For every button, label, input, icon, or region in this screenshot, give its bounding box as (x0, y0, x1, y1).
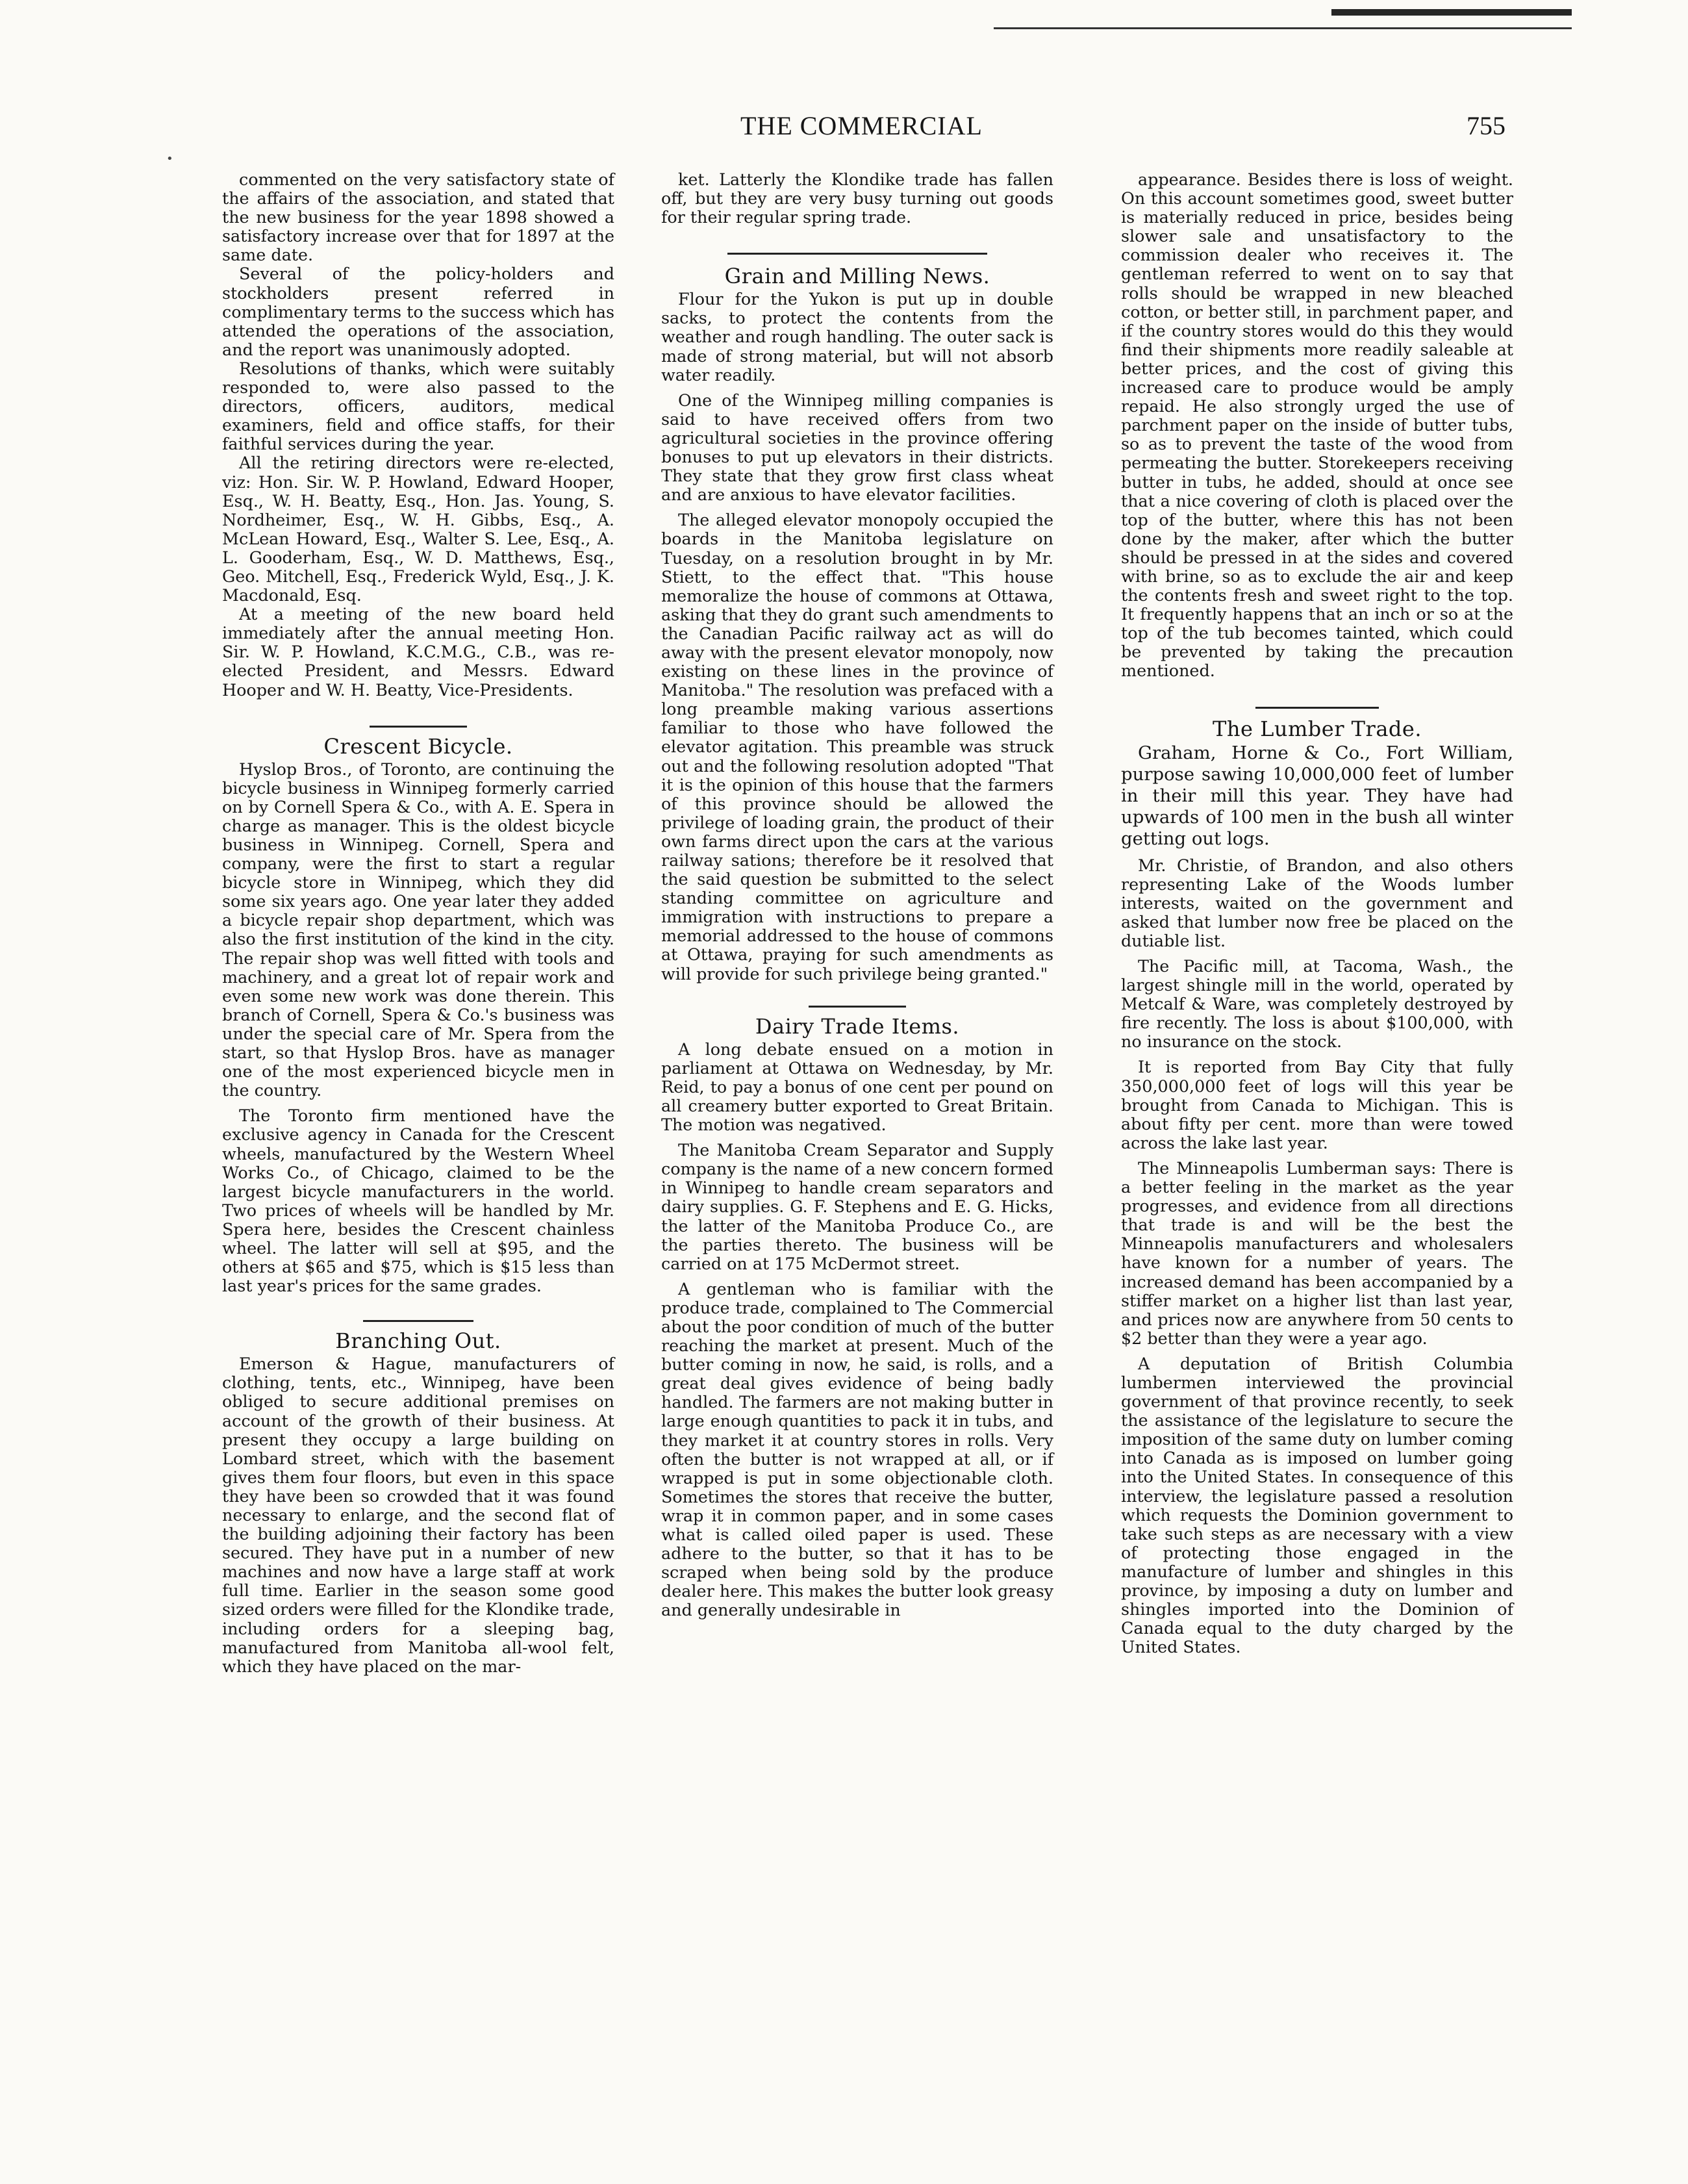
article-paragraph: A deputation of British Columbia lumbermen interviewed the provincial government of that province recently, to seek the assistance of the legislature to secure the imposition of the same duty on lumber coming into Canada as is imposed on lumber going into the United States. In consequence of this interview, the legislature passed a resolution which requests the Dominion government to take such steps as are necessary with a view of protecting those engaged in the manufacture of lumber and shingles in this province, by imposing a duty on lumber and shingles imported into the Dominion of Canada equal to the duty charged by the United States. (1121, 1353, 1513, 1657)
article-paragraph: Hyslop Bros., of Toronto, are continuing the bicycle business in Winnipeg formerly carried on by Cornell Spera & Co., with A. E. Spera in charge as manager. This is the oldest bicycle business in Winnipeg. Cornell, Spera and company, were the first to start a regular bicycle store in Winnipeg, which they did some six years ago. One year later they added a bicycle repair shop department, which was also the first institution of the kind in the city. The repair shop was well fitted with tools and machinery, and a great lot of repair work and even some new work was done therein. This branch of Cornell, Spera & Co.'s business was under the special care of Mr. Spera from the start, so that Hyslop Bros. have as manager one of the most experienced bicycle men in the country. (222, 759, 614, 1100)
section-divider (809, 1006, 906, 1008)
column-1 (222, 170, 614, 1676)
column-3 (1121, 170, 1513, 1657)
section-heading-crescent-bicycle: Crescent Bicycle. (323, 733, 513, 759)
article-paragraph: Mr. Christie, of Brandon, and also others representing Lake of the Woods lumber interests, waited on the government and asked that lumber now free be placed on the dutiable list. (1121, 855, 1513, 950)
running-header (0, 110, 1688, 156)
article-lead-paragraph: Graham, Horne & Co., Fort William, purpose sawing 10,000,000 feet of lumber in their mill this year. They have had upwards of 100 men in the bush all winter getting out logs. (1121, 742, 1513, 849)
section-divider (370, 726, 467, 728)
section-heading-dairy-trade: Dairy Trade Items. (755, 1013, 960, 1039)
column-2 (661, 170, 1053, 1619)
section-heading-lumber-trade: The Lumber Trade. (1213, 716, 1422, 741)
publication-title: THE COMMERCIAL (740, 111, 983, 140)
top-rule (994, 9, 1572, 16)
article-paragraph: The alleged elevator monopoly occupied the boards in the Manitoba legislature on Tuesday, on a resolution brought in by Mr. Stiett, to the effect that. "This house memoralize the house of commons at Ottawa, asking that they do grant such amendments to the Canadian Pacific railway act as will do away with the present elevator monopoly, now existing on these lines in the province of Manitoba." The resolution was prefaced with a long preamble making various assertions familiar to those who have followed the elevator agitation. This preamble was struck out and the following resolution adopted "That it is the opinion of this house that the farmers of this province should be allowed the privilege of loading grain, the product of their own farms direct upon the cars at the various railway sations; therefore be it resolved that the said question be submitted to the select standing committee on agriculture and immigration with instructions to prepare a memorial addressed to the house of commons at Ottawa, praying for such amendments as will provide for such privilege being granted." (661, 510, 1053, 984)
page-number: 755 (1467, 111, 1505, 140)
section-divider (363, 1320, 473, 1322)
article-paragraph: The Minneapolis Lumberman says: There is a better feeling in the market as the year progresses, and evidence from all directions that trade is and will be the best the Minneapolis manufacturers and wholesalers have known for a number of years. The increased demand has been accompanied by a stiffer market on a higher list than last year, and prices now are anywhere from 50 cents to $2 better than they were a year ago. (1121, 1158, 1513, 1348)
article-paragraph: It is reported from Bay City that fully 350,000,000 feet of logs will this year be brought from Canada to Michigan. This is about fifty per cent. more than were towed across the lake last year. (1121, 1057, 1513, 1152)
article-paragraph: The Toronto firm mentioned have the exclusive agency in Canada for the Crescent wheels, manufactured by the Western Wheel Works Co., of Chicago, claimed to be the largest bicycle manufacturers in the world. Two prices of wheels will be handled by Mr. Spera here, besides the Crescent chainless wheel. The latter will sell at $95, and the others at $65 and $75, which is $15 less than last year's prices for the same grades. (222, 1106, 614, 1296)
article-paragraph: Resolutions of thanks, which were suitably responded to, were also passed to the directors, officers, auditors, medical examiners, field and office staffs, for their faithful services during the year. (222, 358, 614, 454)
article-paragraph: ket. Latterly the Klondike trade has fallen off, but they are very busy turning out goods for their regular spring trade. (661, 170, 1053, 227)
section-divider (1255, 707, 1379, 709)
margin-mark: • (166, 152, 173, 166)
article-paragraph: The Manitoba Cream Separator and Supply company is the name of a new concern formed in Winnipeg to handle cream separators and dairy supplies. G. F. Stephens and E. G. Hicks, the latter of the Manitoba Produce Co., are the parties thereto. The business will be carried on at 175 McDermot street. (661, 1140, 1053, 1273)
article-paragraph: commented on the very satisfactory state of the affairs of the association, and stated that the new business for the year 1898 showed a satisfactory increase over that for 1897 at the same date. (222, 170, 614, 265)
article-paragraph: The Pacific mill, at Tacoma, Wash., the largest shingle mill in the world, operated by Metcalf & Ware, was completely destroyed by fire recently. The loss is about $100,000, with no insurance on the stock. (1121, 956, 1513, 1052)
section-divider (727, 253, 987, 255)
top-rule-thin (994, 27, 1572, 29)
article-paragraph: One of the Winnipeg milling companies is said to have received offers from two agricultural societies in the province offering bonuses to put up elevators in their districts. They state that they grow first class wheat and are anxious to have elevator facilities. (661, 390, 1053, 505)
article-paragraph: Several of the policy-holders and stockholders present referred in complimentary terms to the success which has attended the operations of the association, and the report was unanimously adopted. (222, 264, 614, 359)
article-paragraph: At a meeting of the new board held immediately after the annual meeting Hon. Sir. W. P. Howland, K.C.M.G., C.B., was re-elected President, and Messrs. Edward Hooper and W. H. Beatty, Vice-Presidents. (222, 604, 614, 700)
article-paragraph: All the retiring directors were re-elected, viz: Hon. Sir. W. P. Howland, Edward Hooper, Esq., W. H. Beatty, Esq., Hon. Jas. Young, S. Nordheimer, Esq., W. H. Gibbs, Esq., A. McLean Howard, Esq., Walter S. Lee, Esq., A. L. Gooderham, Esq., W. D. Matthews, Esq., Geo. Mitchell, Esq., Frederick Wyld, Esq., J. K. Macdonald, Esq. (222, 453, 614, 605)
article-paragraph: A gentleman who is familiar with the produce trade, complained to The Commercial about the poor condition of much of the butter reaching the market at present. Much of the butter coming in now, he said, is rolls, and a great deal gives evidence of being badly handled. The farmers are not making butter in large enough quantities to pack it in tubs, and they market it at country stores in rolls. Very often the butter is not wrapped at all, or if wrapped is put in some objectionable cloth. Sometimes the stores that receive the butter, wrap it in common paper, and in some cases what is called oiled paper is used. These adhere to the butter, so that it has to be scraped when being sold by the produce dealer here. This makes the butter look greasy and generally undesirable in (661, 1278, 1053, 1620)
article-paragraph: Flour for the Yukon is put up in double sacks, to protect the contents from the weather and rough handling. The outer sack is made of strong material, but will not absorb water readily. (661, 289, 1053, 385)
section-heading-branching-out: Branching Out. (335, 1328, 501, 1354)
article-paragraph: appearance. Besides there is loss of weight. On this account sometimes good, sweet butter is materially reduced in price, besides being slower sale and unsatisfactory to the commission dealer who receives it. The gentleman referred to went on to say that rolls should be wrapped in new bleached cotton, or better still, in parchment paper, and if the country stores would do this they would find their shipments more readily saleable at better prices, and the cost of giving this increased care to produce would be amply repaid. He also strongly urged the use of parchment paper on the inside of butter tubs, so as to prevent the taste of the wood from permeating the butter. Storekeepers receiving butter in tubs, he added, should at once see that a nice covering of cloth is placed over the top of the butter, where this has not been done by the maker, after which the butter should be pressed in at the sides and covered with brine, so as to exclude the air and keep the contents fresh and sweet right to the top. It frequently happens that an inch or so at the top of the tub becomes tainted, which could be prevented by taking the precaution mentioned. (1121, 170, 1513, 681)
section-heading-grain-milling: Grain and Milling News. (724, 264, 990, 289)
top-rule-thick (1331, 9, 1572, 16)
article-paragraph: Emerson & Hague, manufacturers of clothing, tents, etc., Winnipeg, have been obliged to secure additional premises on account of the growth of their business. At present they occupy a large building on Lombard street, which with the basement gives them four floors, but even in this space they have been so crowded that it was found necessary to enlarge, and the second flat of the building adjoining their factory has been secured. They have put in a number of new machines and now have a large staff at work full time. Earlier in the season some good sized orders were filled for the Klondike trade, including orders for a sleeping bag, manufactured from Manitoba all-wool felt, which they have placed on the mar- (222, 1354, 614, 1676)
article-paragraph: A long debate ensued on a motion in parliament at Ottawa on Wednesday, by Mr. Reid, to pay a bonus of one cent per pound on all creamery butter exported to Great Britain. The motion was negatived. (661, 1039, 1053, 1135)
